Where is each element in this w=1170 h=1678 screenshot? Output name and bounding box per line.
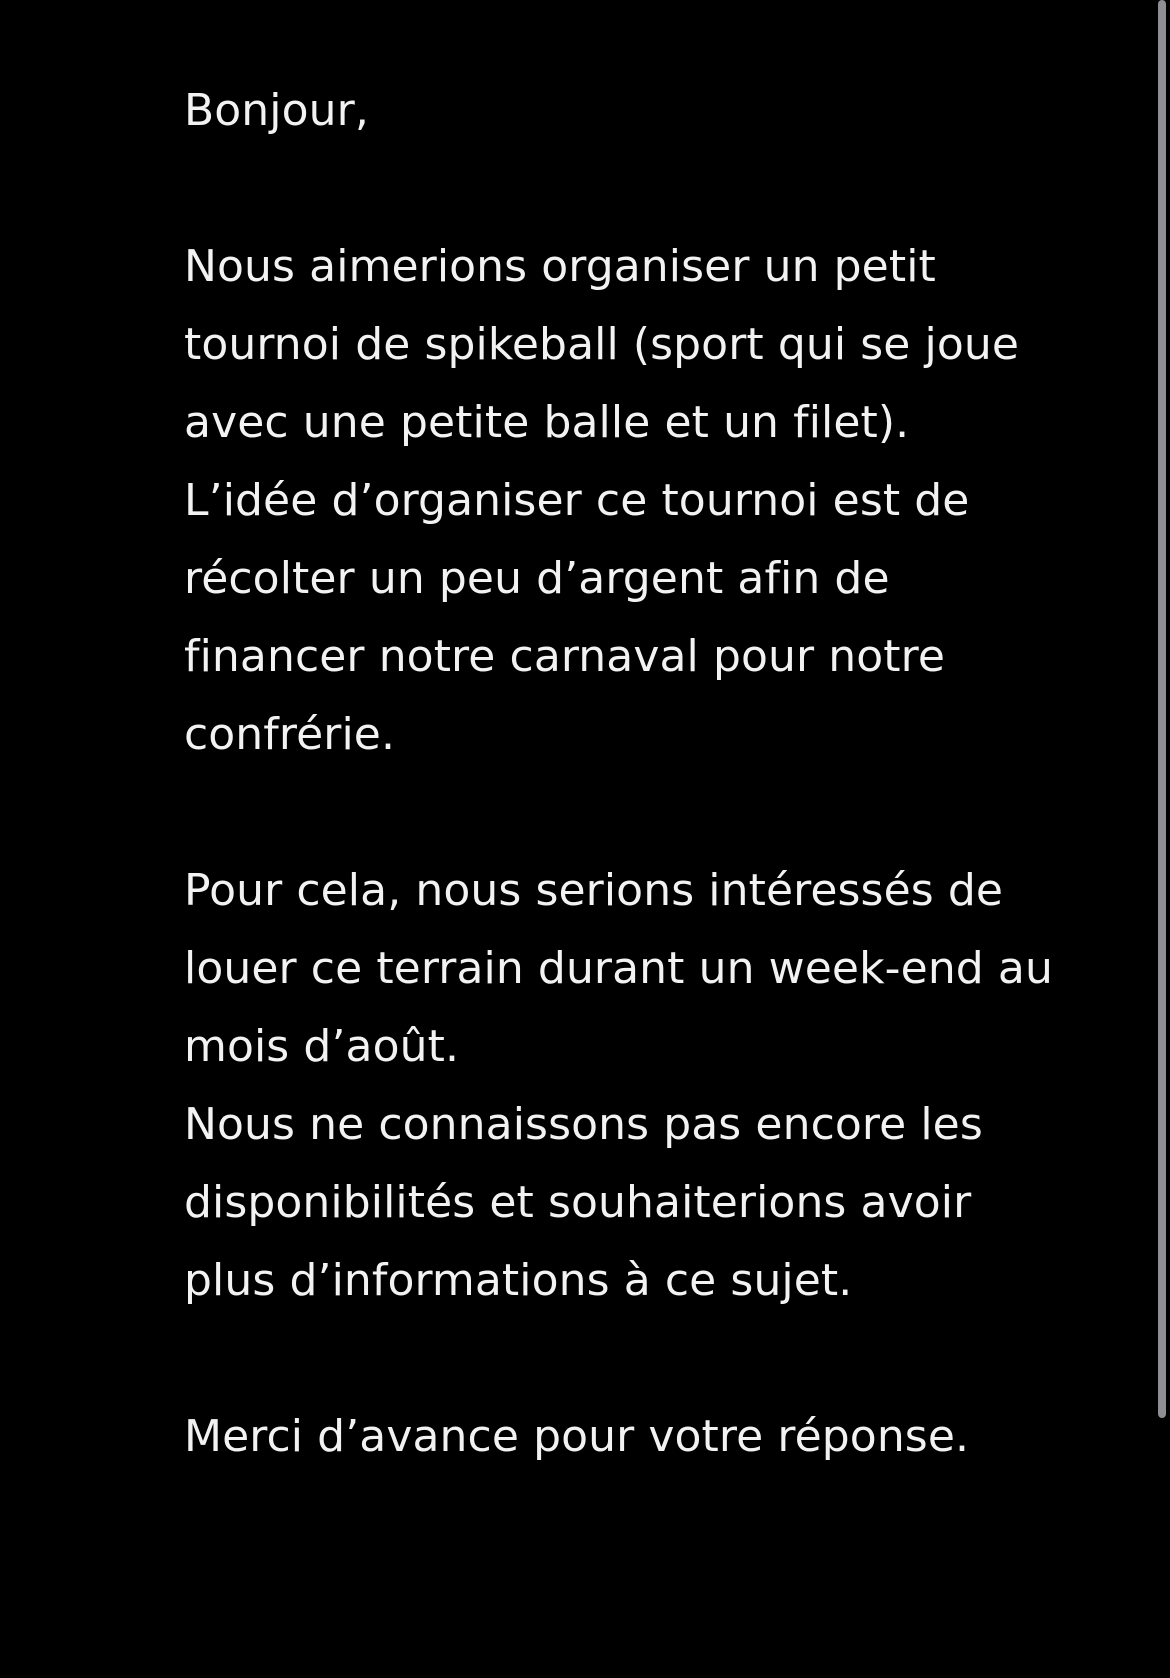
body-line: financer notre carnaval pour notre bbox=[184, 631, 946, 682]
body-line: confrérie. bbox=[184, 709, 396, 760]
body-line: disponibilités et souhaiterions avoir bbox=[184, 1177, 972, 1228]
body-line: plus d’informations à ce sujet. bbox=[184, 1255, 853, 1306]
body-line: mois d’août. bbox=[184, 1021, 460, 1072]
body-line: tournoi de spikeball (sport qui se joue bbox=[184, 319, 1020, 370]
body-line: avec une petite balle et un filet). bbox=[184, 397, 910, 448]
body-line: récolter un peu d’argent afin de bbox=[184, 553, 890, 604]
body-line: Pour cela, nous serions intéressés de bbox=[184, 865, 1004, 916]
greeting-line: Bonjour, bbox=[184, 85, 369, 136]
body-line: L’idée d’organiser ce tournoi est de bbox=[184, 475, 970, 526]
closing-line: Merci d’avance pour votre réponse. bbox=[184, 1411, 970, 1462]
paragraph-spacer bbox=[184, 1320, 1084, 1398]
paragraph-spacer bbox=[184, 774, 1084, 852]
body-line: louer ce terrain durant un week-end au bbox=[184, 943, 1053, 994]
body-line: Nous ne connaissons pas encore les bbox=[184, 1099, 983, 1150]
scrollbar[interactable] bbox=[1158, 0, 1166, 1418]
body-line: Nous aimerions organiser un petit bbox=[184, 241, 936, 292]
paragraph-spacer bbox=[184, 150, 1084, 228]
message-body[interactable] bbox=[184, 72, 1084, 1476]
